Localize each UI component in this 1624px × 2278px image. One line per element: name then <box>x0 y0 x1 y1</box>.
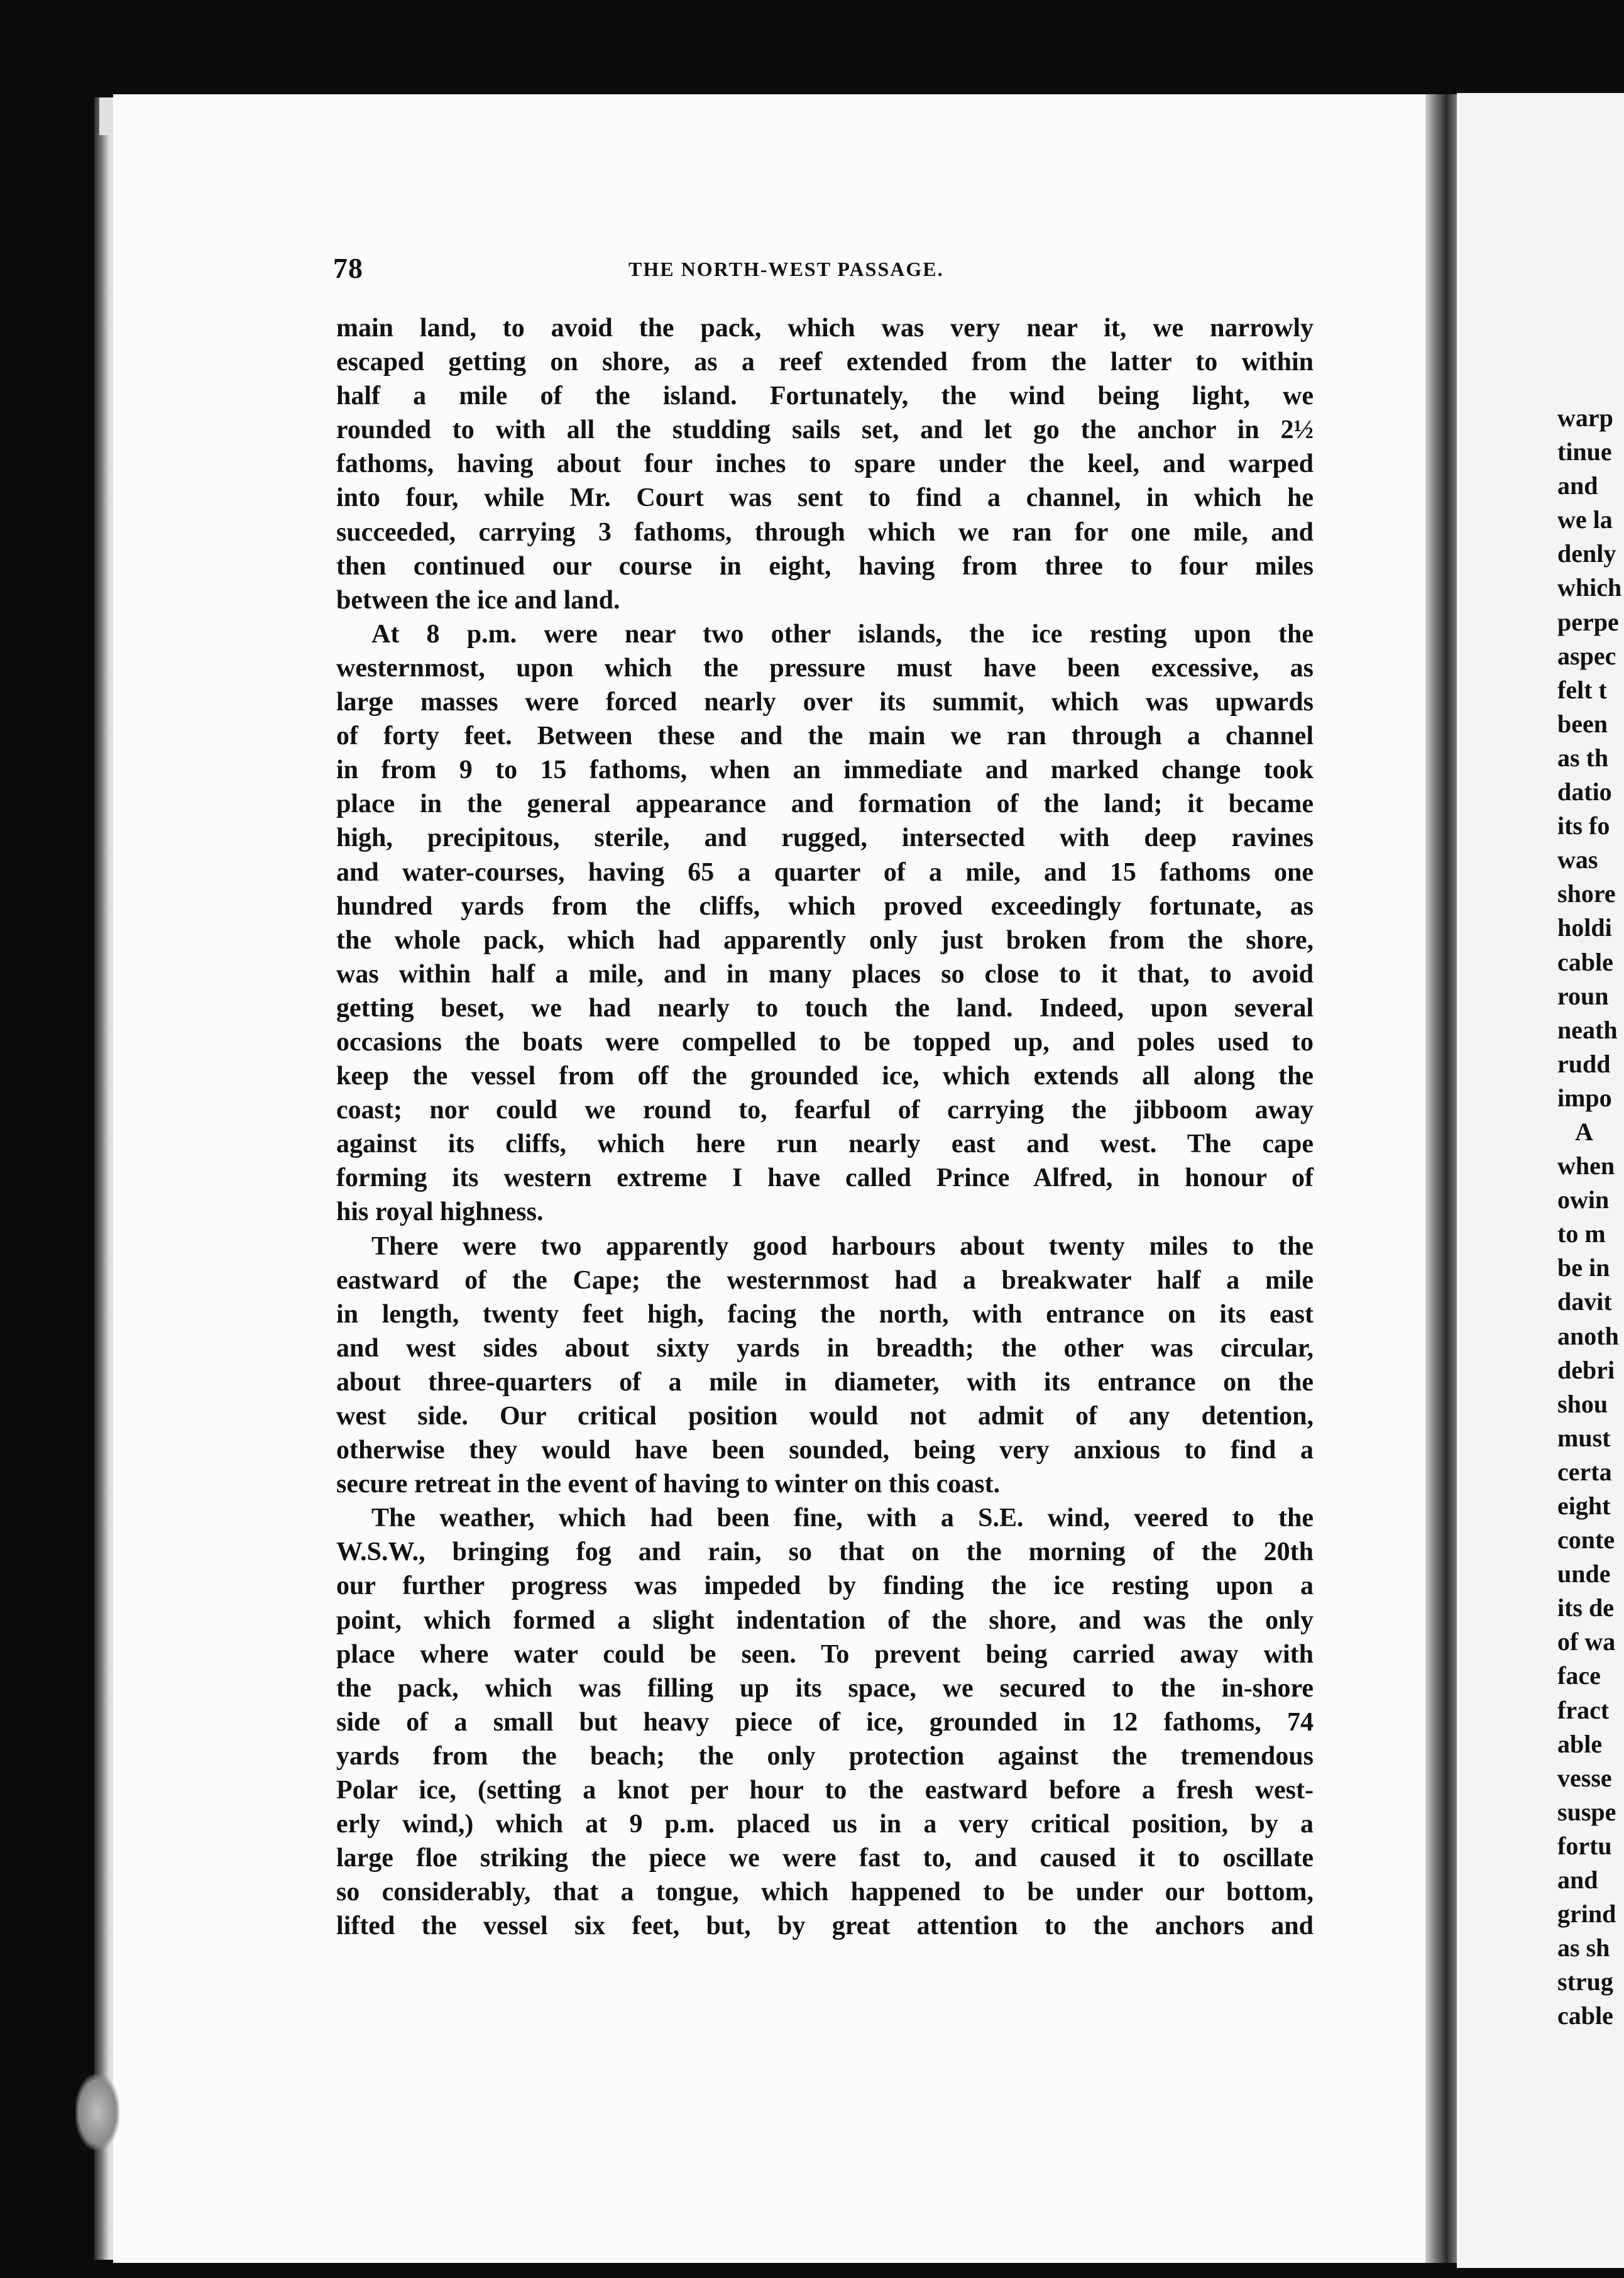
text-line: escaped getting on shore, as a reef extended from the latter to within <box>336 348 1314 377</box>
facing-page-line: of wa <box>1557 1627 1616 1656</box>
text-line: getting beset, we had nearly to touch the land. Indeed, upon several <box>336 993 1314 1023</box>
text-line: against its cliffs, which here run nearly east and west. The cape <box>336 1130 1314 1159</box>
facing-page-line: its de <box>1557 1593 1614 1622</box>
facing-page-line: fract <box>1557 1695 1610 1724</box>
facing-page-line: and <box>1557 471 1598 500</box>
facing-page-line: roun <box>1557 981 1609 1010</box>
facing-page-line: strug <box>1557 1967 1613 1996</box>
text-line: the whole pack, which had apparently only just broken from the shore, <box>336 925 1314 955</box>
text-line: and west sides about sixty yards in breadth; the other was circular, <box>336 1333 1314 1363</box>
facing-page-line: suspe <box>1557 1797 1616 1826</box>
text-line: yards from the beach; the only protection against the tremendous <box>336 1741 1314 1771</box>
facing-page-line: denly <box>1557 539 1616 568</box>
facing-page-line: vesse <box>1557 1763 1612 1792</box>
page-header <box>333 251 1314 289</box>
text-line: in length, twenty feet high, facing the north, with entrance on its east <box>336 1299 1314 1329</box>
text-line: lifted the vessel six feet, but, by great attention to the anchors and <box>336 1912 1314 1941</box>
text-line: about three-quarters of a mile in diameter, with its entrance on the <box>336 1367 1314 1397</box>
text-line: so considerably, that a tongue, which happened to be under our bottom, <box>336 1878 1314 1907</box>
facing-page-line: which <box>1557 573 1622 602</box>
facing-page-line: as th <box>1557 743 1609 772</box>
facing-page-line: when <box>1557 1152 1615 1180</box>
facing-page-line: owin <box>1557 1186 1610 1214</box>
text-line: otherwise they would have been sounded, being very anxious to find a <box>336 1436 1314 1465</box>
text-line: The weather, which had been fine, with a S.E. wind, veered to the <box>371 1504 1314 1533</box>
text-line: coast; nor could we round to, fearful of carrying the jibboom away <box>336 1096 1314 1125</box>
text-line: high, precipitous, sterile, and rugged, intersected with deep ravines <box>336 823 1314 853</box>
facing-page-line: fortu <box>1557 1831 1612 1860</box>
facing-page-line: conte <box>1557 1526 1615 1554</box>
text-line: fathoms, having about four inches to spare under the keel, and warped <box>336 449 1314 479</box>
text-line: There were two apparently good harbours about twenty miles to the <box>371 1231 1314 1261</box>
facing-page-line: as sh <box>1557 1934 1610 1962</box>
text-line: between the ice and land. <box>336 585 620 615</box>
text-line: was within half a mile, and in many places so close to it that, to avoid <box>336 959 1314 989</box>
text-line: secure retreat in the event of having to winter on this coast. <box>336 1470 1001 1499</box>
text-line: point, which formed a slight indentation of the shore, and was the only <box>336 1605 1314 1635</box>
text-line: in from 9 to 15 fathoms, when an immediate and marked change took <box>336 756 1314 785</box>
facing-page-line: we la <box>1557 505 1613 534</box>
facing-page-line: impo <box>1557 1083 1612 1112</box>
text-line: place in the general appearance and formation of the land; it became <box>336 790 1314 819</box>
facing-page-line: been <box>1557 709 1608 738</box>
text-line: his royal highness. <box>336 1197 544 1227</box>
text-line: place where water could be seen. To prevent being carried away with <box>336 1639 1314 1669</box>
text-line: our further progress was impeded by finding the ice resting upon a <box>336 1571 1314 1601</box>
facing-page-line: face <box>1557 1661 1601 1690</box>
running-head: THE NORTH-WEST PASSAGE. <box>628 258 944 280</box>
text-line: the pack, which was filling up its space, we secured to the in-shore <box>336 1673 1314 1703</box>
text-line: keep the vessel from off the grounded ice, which extends all along the <box>336 1062 1314 1091</box>
text-line: forming its western extreme I have called Prince Alfred, in honour of <box>336 1164 1314 1193</box>
body-text <box>336 311 1314 1944</box>
text-line: rounded to with all the studding sails set, and let go the anchor in 2½ <box>336 415 1314 445</box>
facing-page-line: certa <box>1557 1457 1612 1486</box>
facing-page-line: warp <box>1557 404 1613 432</box>
facing-page-line: be in <box>1557 1253 1610 1282</box>
facing-page-line: debri <box>1557 1355 1615 1384</box>
facing-page-line: cable <box>1557 947 1613 976</box>
facing-page-edge <box>1457 93 1624 2268</box>
facing-page-line: anoth <box>1557 1321 1619 1350</box>
text-line: into four, while Mr. Court was sent to find a channel, in which he <box>336 483 1314 513</box>
text-line: occasions the boats were compelled to be topped up, and poles used to <box>336 1027 1314 1057</box>
text-line: west side. Our critical position would not admit of any detention, <box>336 1402 1314 1431</box>
facing-page-line: eight <box>1557 1492 1611 1520</box>
facing-page-line: datio <box>1557 778 1612 806</box>
facing-page-line: davit <box>1557 1287 1612 1316</box>
facing-page-line: perpe <box>1557 607 1619 636</box>
text-line: At 8 p.m. were near two other islands, the ice resting upon the <box>371 619 1314 649</box>
text-line: hundred yards from the cliffs, which proved exceedingly fortunate, as <box>336 891 1314 921</box>
text-line: then continued our course in eight, having from three to four miles <box>336 551 1314 581</box>
page-smudge <box>75 2074 119 2150</box>
facing-page-line: shore <box>1557 879 1616 908</box>
facing-page-line: A <box>1575 1117 1593 1146</box>
facing-page-line: its fo <box>1557 812 1610 840</box>
text-line: westernmost, upon which the pressure must have been excessive, as <box>336 653 1314 683</box>
book-gutter <box>1425 94 1458 2263</box>
facing-page-line: was <box>1557 845 1598 874</box>
text-line: and water-courses, having 65 a quarter of a mile, and 15 fathoms one <box>336 857 1314 887</box>
facing-page-line: tinue <box>1557 437 1612 466</box>
facing-page-line: cable <box>1557 2001 1613 2030</box>
facing-page-line: rudd <box>1557 1049 1611 1078</box>
text-line: eastward of the Cape; the westernmost had a breakwater half a mile <box>336 1265 1314 1295</box>
text-line: erly wind,) which at 9 p.m. placed us in a very critical position, by a <box>336 1810 1314 1839</box>
facing-page-line: neath <box>1557 1015 1618 1044</box>
facing-page-line: able <box>1557 1729 1603 1758</box>
facing-page-line: must <box>1557 1423 1611 1452</box>
facing-page-line: aspec <box>1557 641 1616 670</box>
text-line: main land, to avoid the pack, which was very near it, we narrowly <box>336 314 1314 343</box>
text-line: large floe striking the piece we were fast to, and caused it to oscillate <box>336 1844 1314 1873</box>
text-line: of forty feet. Between these and the main we ran through a channel <box>336 722 1314 751</box>
text-line: succeeded, carrying 3 fathoms, through which we ran for one mile, and <box>336 517 1314 547</box>
facing-page-line: shou <box>1557 1389 1608 1418</box>
facing-page-line: felt t <box>1557 675 1607 704</box>
facing-page-line: to m <box>1557 1219 1606 1248</box>
facing-page-line: grind <box>1557 1900 1616 1929</box>
text-line: Polar ice, (setting a knot per hour to the eastward before a fresh west- <box>336 1776 1314 1805</box>
text-line: W.S.W., bringing fog and rain, so that on the morning of the 20th <box>336 1538 1314 1567</box>
text-line: large masses were forced nearly over its summit, which was upwards <box>336 688 1314 717</box>
page-number: 78 <box>333 252 363 284</box>
facing-page-text <box>1557 401 1624 2033</box>
facing-page-line: holdi <box>1557 913 1612 942</box>
text-line: side of a small but heavy piece of ice, grounded in 12 fathoms, 74 <box>336 1707 1314 1737</box>
text-line: half a mile of the island. Fortunately, the wind being light, we <box>336 382 1314 411</box>
facing-page-line: unde <box>1557 1560 1611 1588</box>
facing-page-line: and <box>1557 1866 1598 1895</box>
